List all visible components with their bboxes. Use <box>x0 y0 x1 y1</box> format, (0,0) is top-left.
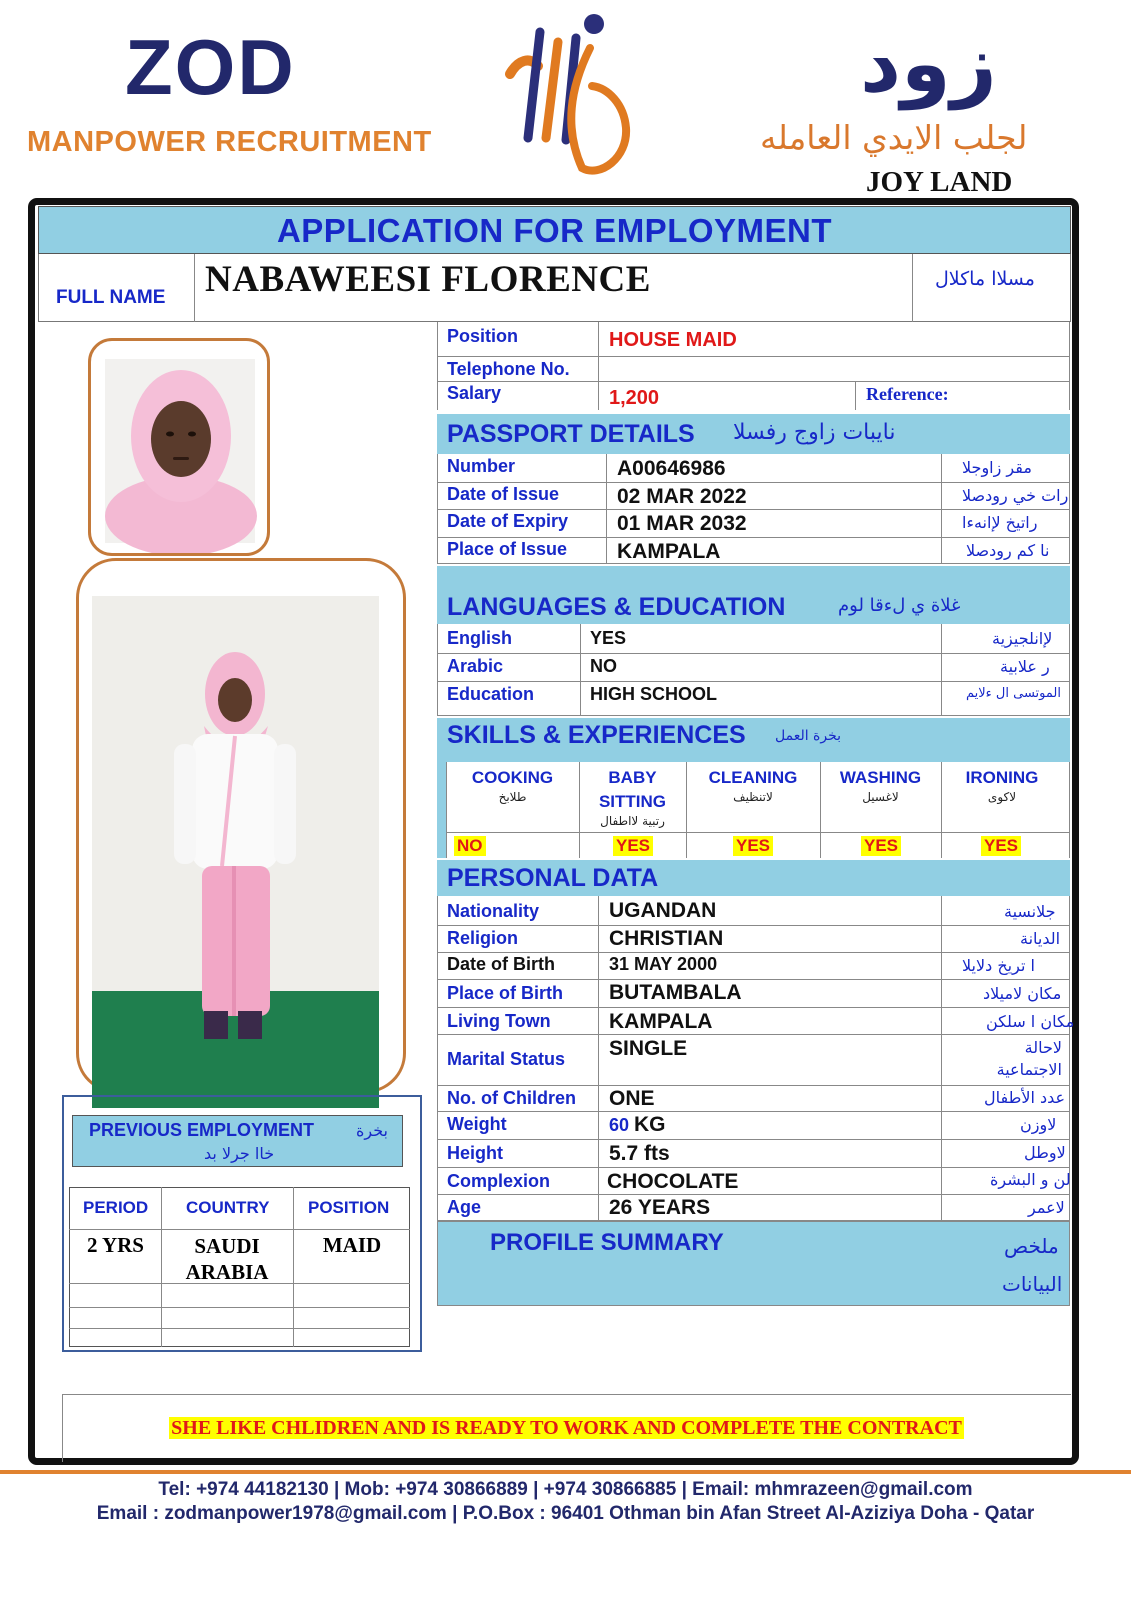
skill-baby-sitting-ar: رتبية لااطفال <box>600 814 665 828</box>
profile-summary-ar-2: البيانات <box>1002 1272 1063 1296</box>
full-name-label: FULL NAME <box>56 287 166 308</box>
skill-baby-sitting-value: YES <box>613 836 653 856</box>
nationality-ar: جلانسية <box>1004 902 1056 921</box>
footer-contact-1: Tel: +974 44182130 | Mob: +974 30866889 | +974 30866885 | Email: mhmrazeen@gmail.com <box>158 1479 973 1500</box>
arabic-subtitle: لجلب الايدي العامله <box>760 118 1028 157</box>
skill-washing-value: YES <box>861 836 901 856</box>
living-town-ar: مكان ا سلكن <box>986 1012 1075 1031</box>
skill-cooking-ar: طلابخ <box>498 790 527 804</box>
children-label: No. of Children <box>447 1088 576 1108</box>
skill-ironing: IRONING <box>965 768 1039 787</box>
date-of-birth-value: 31 MAY 2000 <box>609 954 718 974</box>
arabic-value: NO <box>590 656 617 676</box>
religion-value: CHRISTIAN <box>609 927 724 950</box>
place-of-issue-value: KAMPALA <box>617 540 721 563</box>
remark-wrap <box>62 1417 1071 1440</box>
salary-value: 1,200 <box>609 387 660 409</box>
profile-summary-title: PROFILE SUMMARY <box>490 1229 724 1256</box>
arabic-ar: ر علابية <box>1000 657 1050 676</box>
date-of-expiry-ar: راتيخ لإانهءا <box>962 513 1038 532</box>
passport-number-value: A00646986 <box>617 457 726 480</box>
previous-employment-title: PREVIOUS EMPLOYMENT <box>89 1120 315 1140</box>
header-period: PERIOD <box>83 1198 149 1217</box>
height-ar: لاوطل <box>1024 1143 1066 1162</box>
footer-contact-2: Email : zodmanpower1978@gmail.com | P.O.Box : 96401 Othman bin Afan Street Al-Aziziya Doha - Qatar <box>96 1503 1035 1524</box>
telephone-label: Telephone No. <box>447 359 570 379</box>
place-of-issue-label: Place of Issue <box>447 539 568 559</box>
children-ar: عدد الأطفال <box>984 1088 1066 1107</box>
marital-status-ar: لاحالة الاجتماعية <box>996 1038 1062 1079</box>
place-of-birth-value: BUTAMBALA <box>609 981 742 1004</box>
languages-title-ar: غلاة ي لءقا لوم <box>838 595 961 616</box>
english-ar: لإانلجيزية <box>992 629 1053 648</box>
marital-status-label: Marital Status <box>447 1049 566 1069</box>
date-of-expiry-value: 01 MAR 2032 <box>617 512 747 535</box>
header-country: COUNTRY <box>186 1198 270 1217</box>
previous-employment-title-ar-2: خاا جرلا بد <box>204 1144 275 1163</box>
brand-subtitle: MANPOWER RECRUITMENT <box>27 126 432 158</box>
passport-number-ar: مقر زاوجلا <box>962 458 1032 477</box>
skill-washing-ar: لاغسيل <box>862 790 899 804</box>
skills-title-ar: بخرة العمل <box>775 728 842 744</box>
education-label: Education <box>447 684 535 704</box>
english-value: YES <box>590 628 627 648</box>
skill-washing: WASHING <box>839 768 922 787</box>
skill-baby-sitting: BABY SITTING <box>598 768 667 811</box>
skill-cooking-value: NO <box>454 836 486 856</box>
brand-logo-text: ZOD <box>125 23 296 111</box>
complexion-label: Complexion <box>447 1171 551 1191</box>
nationality-label: Nationality <box>447 901 540 921</box>
joy-land-label: JOY LAND <box>866 166 1013 198</box>
age-value: 26 YEARS <box>609 1196 711 1219</box>
skill-cleaning: CLEANING <box>708 768 798 787</box>
date-of-birth-label: Date of Birth <box>447 954 555 974</box>
languages-title: LANGUAGES & EDUCATION <box>447 593 786 621</box>
skill-cleaning-value: YES <box>733 836 773 856</box>
education-ar: الموتسى ال ءلايم <box>966 686 1061 701</box>
religion-label: Religion <box>447 928 518 948</box>
date-of-birth-ar: ا تريخ دلايلا <box>962 956 1035 975</box>
skill-ironing-value: YES <box>981 836 1021 856</box>
place-of-issue-ar: نا كم رودصلا <box>966 541 1050 560</box>
passport-number-label: Number <box>447 456 516 476</box>
complexion-ar: لن و البشرة <box>990 1170 1071 1189</box>
header-position: POSITION <box>308 1198 390 1217</box>
height-value: 5.7 fts <box>609 1142 670 1165</box>
weight-ar: لاوزن <box>1020 1115 1057 1134</box>
religion-ar: الديانة <box>1020 929 1061 948</box>
skills-title: SKILLS & EXPERIENCES <box>447 721 746 749</box>
personal-title: PERSONAL DATA <box>447 864 659 892</box>
passport-title-ar: نايبات زاوج رفسلا <box>733 420 896 445</box>
height-label: Height <box>447 1143 503 1163</box>
position-value: HOUSE MAID <box>609 329 737 351</box>
portrait-photo-frame <box>88 338 270 556</box>
remark-text: SHE LIKE CHLIDREN AND IS READY TO WORK AND COMPLETE THE CONTRACT <box>171 1417 962 1439</box>
arabic-label: Arabic <box>447 656 504 676</box>
date-of-issue-label: Date of Issue <box>447 484 560 504</box>
footer-divider <box>0 1470 1131 1474</box>
complexion-value: CHOCOLATE <box>607 1170 739 1193</box>
marital-status-value: SINGLE <box>609 1037 688 1060</box>
previous-employment-title-ar: بخرة <box>356 1121 388 1140</box>
date-of-expiry-label: Date of Expiry <box>447 511 569 531</box>
skill-ironing-ar: لاكوى <box>987 790 1017 804</box>
prev-country: SAUDI ARABIA <box>185 1234 269 1284</box>
living-town-value: KAMPALA <box>609 1010 713 1033</box>
full-name-arabic: مسلاا ماكلال <box>935 268 1035 290</box>
living-town-label: Living Town <box>447 1011 551 1031</box>
company-logo-icon <box>500 8 640 188</box>
age-label: Age <box>447 1197 482 1217</box>
date-of-issue-value: 02 MAR 2022 <box>617 485 747 508</box>
weight-number: 60 <box>609 1115 630 1135</box>
place-of-birth-label: Place of Birth <box>447 983 564 1003</box>
nationality-value: UGANDAN <box>609 899 717 922</box>
reference-label: Reference: <box>866 384 949 404</box>
position-label: Position <box>447 326 518 346</box>
weight-label: Weight <box>447 1114 507 1134</box>
place-of-birth-ar: مكان لاميلاد <box>983 984 1062 1003</box>
education-value: HIGH SCHOOL <box>590 684 718 704</box>
skill-cleaning-ar: لاتنظيف <box>733 790 773 804</box>
prev-period: 2 YRS <box>87 1233 144 1257</box>
full-name-value: NABAWEESI FLORENCE <box>205 259 651 300</box>
children-value: ONE <box>609 1087 655 1110</box>
full-body-photo <box>92 596 379 1108</box>
salary-label: Salary <box>447 383 502 403</box>
form-title: APPLICATION FOR EMPLOYMENT <box>38 206 1071 254</box>
portrait-photo <box>91 341 267 553</box>
passport-title: PASSPORT DETAILS <box>447 420 695 448</box>
arabic-brand: زود <box>860 17 997 110</box>
date-of-issue-ar: رات خي رودصلا <box>962 486 1069 505</box>
skill-cooking: COOKING <box>471 768 554 787</box>
english-label: English <box>447 628 513 648</box>
weight-unit: KG <box>634 1113 666 1136</box>
age-ar: لاعمر <box>1028 1198 1065 1217</box>
prev-position: MAID <box>322 1233 382 1257</box>
profile-summary-ar-1: ملخص <box>1004 1234 1059 1258</box>
